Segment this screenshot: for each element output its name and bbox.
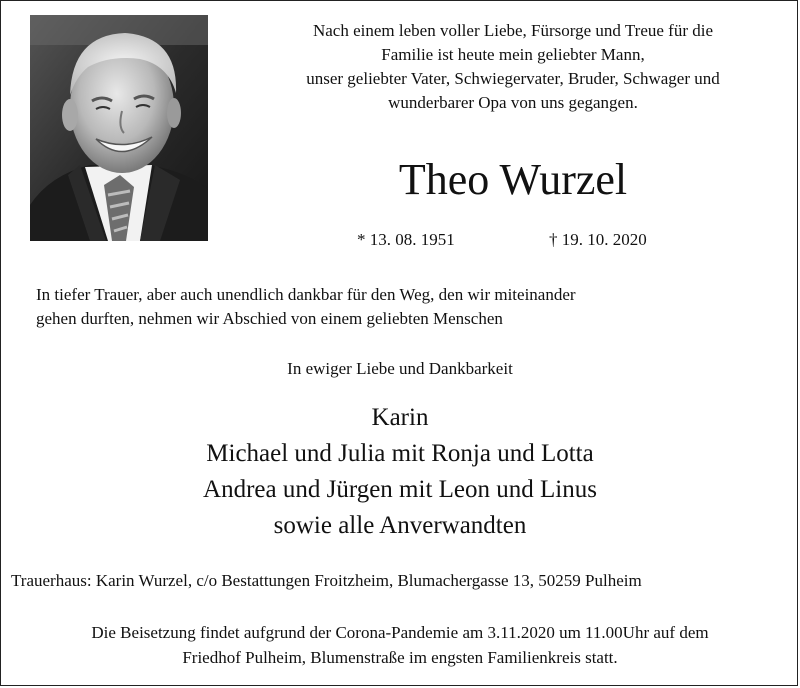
death-date: † 19. 10. 2020: [549, 230, 647, 249]
family-line: Andrea und Jürgen mit Leon und Linus: [203, 476, 597, 503]
gratitude-line: In ewiger Liebe und Dankbarkeit: [287, 359, 513, 378]
family-line: Karin: [371, 404, 429, 431]
mourning-text: [36, 283, 776, 331]
family-line: sowie alle Anverwandten: [273, 512, 527, 539]
deceased-name: Theo Wurzel: [398, 155, 628, 204]
trauerhaus-address: Trauerhaus: Karin Wurzel, c/o Bestattungen Froitzheim, Blumachergasse 13, 50259 Pulheim: [11, 571, 642, 590]
intro-text: [248, 19, 778, 115]
intro-line: Familie ist heute mein geliebter Mann,: [381, 45, 645, 64]
burial-line: Friedhof Pulheim, Blumenstraße im engsten Familienkreis statt.: [182, 648, 618, 667]
family-names: [0, 400, 800, 544]
birth-date: * 13. 08. 1951: [357, 230, 455, 249]
portrait-photo: [30, 15, 208, 241]
burial-info: [0, 620, 800, 670]
intro-line: unser geliebter Vater, Schwiegervater, Bruder, Schwager und: [306, 69, 720, 88]
burial-line: Die Beisetzung findet aufgrund der Corona-Pandemie am 3.11.2020 um 11.00Uhr auf dem: [91, 623, 709, 642]
mourning-line: gehen durften, nehmen wir Abschied von einem geliebten Menschen: [36, 309, 503, 328]
mourning-line: In tiefer Trauer, aber auch unendlich dankbar für den Weg, den wir miteinander: [36, 285, 576, 304]
intro-line: Nach einem leben voller Liebe, Fürsorge und Treue für die: [312, 21, 714, 40]
family-line: Michael und Julia mit Ronja und Lotta: [206, 440, 594, 467]
intro-line: wunderbarer Opa von uns gegangen.: [388, 93, 638, 112]
